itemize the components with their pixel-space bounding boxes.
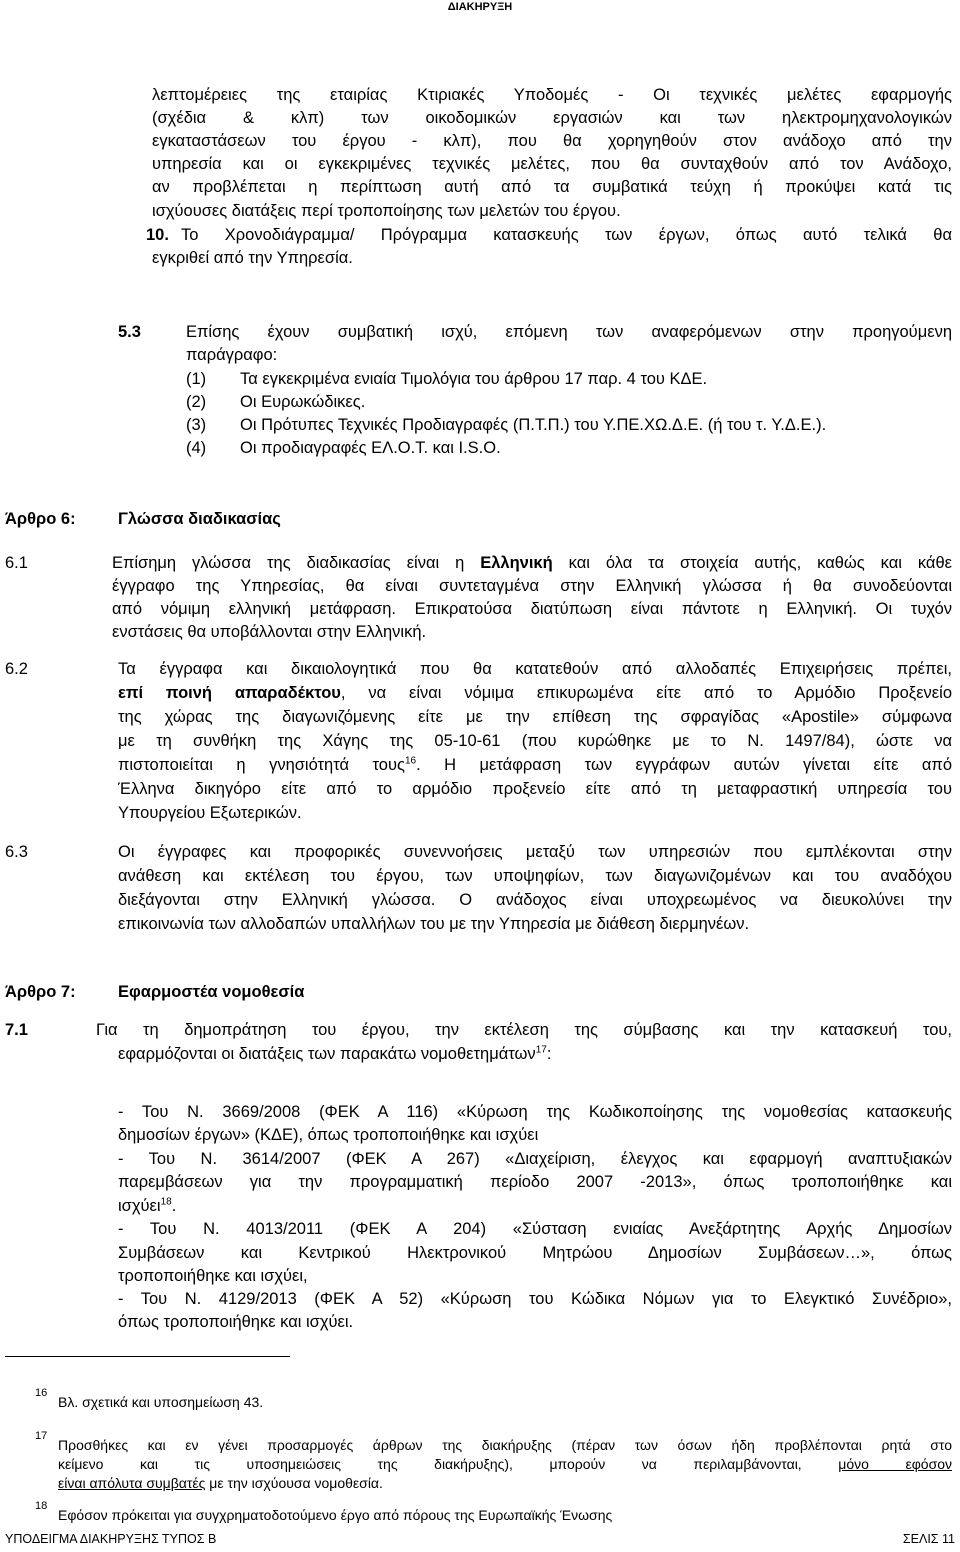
- text-line: (σχέδια & κλπ) των οικοδομικών εργασιών και των ηλεκτρομηχανολογικών: [152, 109, 952, 127]
- text-line: Τα έγγραφα και δικαιολογητικά που θα κατατεθούν από αλλοδαπές Επιχειρήσεις πρέπει,: [118, 660, 952, 678]
- text-line: ανάθεση και εκτέλεση του έργου, των υποψηφίων, των διαγωνιζομένων και του αναδόχου: [118, 867, 952, 885]
- text-line: λεπτομέρειες της εταιρίας Κτιριακές Υποδομές - Οι τεχνικές μελέτες εφαρμογής: [152, 86, 952, 104]
- underlined-text: είναι απόλυτα συμβατές: [58, 1475, 206, 1491]
- footnote-number: 16: [35, 1387, 48, 1399]
- footnote-text: Βλ. σχετικά και υποσημείωση 43.: [58, 1394, 264, 1410]
- text-line: Έλληνα δικηγόρο είτε από το αρμόδιο προξενείο είτε από τη μεταφραστική υπηρεσία του: [118, 780, 952, 798]
- text-line: Για τη δημοπράτηση του έργου, την εκτέλεση της σύμβασης και την κατασκευή του,: [96, 1021, 952, 1039]
- text-line: υπηρεσία και οι εγκεκριμένες τεχνικές μελέτες, που θα συνταχθούν από τον Ανάδοχο,: [152, 155, 952, 173]
- footnote-ref: 18: [160, 1196, 172, 1208]
- footnote-number: 17: [35, 1430, 48, 1442]
- text-line: [118, 754, 952, 777]
- text-line: - Του Ν. 3669/2008 (ΦΕΚ Α 116) «Κύρωση της Κωδικοποίησης της νομοθεσίας κατασκευής: [118, 1103, 952, 1121]
- text-span: ισχύει: [118, 1197, 161, 1215]
- text-line: Συμβάσεων και Κεντρικού Ηλεκτρονικού Μητρώου Δημοσίων Συμβάσεων…», όπως: [118, 1244, 952, 1262]
- text-span: .: [171, 1197, 177, 1215]
- section-number: 6.3: [5, 843, 28, 861]
- text-span: με την ισχύουσα νομοθεσία.: [205, 1475, 383, 1491]
- bold-text: επί ποινή απαραδέκτου: [118, 684, 341, 702]
- text-line: ενστάσεις θα υποβάλλονται στην Ελληνική.: [112, 623, 427, 641]
- footnote-number: 18: [35, 1500, 48, 1512]
- text-line: [118, 1195, 952, 1218]
- footnote-separator: [5, 1356, 290, 1357]
- section-number: 5.3: [118, 323, 141, 341]
- text-line: Οι έγγραφες και προφορικές συνεννοήσεις μεταξύ των υπηρεσιών που εμπλέκονται στην: [118, 843, 952, 861]
- text-line: της χώρας της διαγωνιζόμενης είτε με την επίθεση της σφραγίδας «Apostile» σύμφωνα: [118, 708, 952, 726]
- text-line: επικοινωνία των αλλοδαπών υπαλλήλων του με την Υπηρεσία με διάθεση διερμηνέων.: [118, 915, 750, 933]
- article-7-label: Άρθρο 7:: [5, 983, 76, 1001]
- text-line: Το Χρονοδιάγραμμα/ Πρόγραμμα κατασκευής των έργων, όπως αυτό τελικά θα: [181, 226, 952, 244]
- footnote-text: [58, 1455, 952, 1474]
- footer-left: ΥΠΟΔΕΙΓΜΑ ΔΙΑΚΗΡΥΞΗΣ ΤΥΠΟΣ Β: [5, 1532, 217, 1546]
- text-line: δημοσίων έργων» (ΚΔΕ), όπως τροποποιήθηκε και ισχύει: [118, 1126, 539, 1144]
- text-line: ισχύουσες διατάξεις περί τροποποίησης των μελετών του έργου.: [152, 202, 621, 220]
- text-span: :: [546, 1045, 552, 1063]
- text-span: και όλα τα στοιχεία αυτής, καθώς και κάθε: [552, 554, 952, 572]
- text-line: έγγραφο της Υπηρεσίας, θα είναι συντεταγμένα στην Ελληνική γλώσσα ή θα συνοδεύονται: [112, 577, 952, 595]
- article-7-title: Εφαρμοστέα νομοθεσία: [118, 983, 305, 1001]
- footnote-ref: 17: [535, 1044, 547, 1056]
- text-span: πιστοποιείται η γνησιότητά τους: [118, 756, 405, 774]
- text-span: . Η μετάφραση των εγγράφων αυτών γίνεται είτε από: [416, 756, 952, 774]
- text-line: από νόμιμη ελληνική μετάφραση. Επικρατούσα διατύπωση είναι πάντοτε η Ελληνική. Οι τυχόν: [112, 600, 952, 618]
- text-span: εφαρμόζονται οι διατάξεις των παρακάτω νομοθετημάτων: [118, 1045, 536, 1063]
- page-header: ΔΙΑΚΗΡΥΞΗ: [447, 1, 513, 13]
- item-number: 10.: [146, 226, 169, 244]
- text-line: με τη συνθήκη της Χάγης της 05-10-61 (που κυρώθηκε με το Ν. 1497/84), ώστε να: [118, 732, 952, 750]
- text-line: παράγραφο:: [186, 346, 278, 364]
- text-line: αν προβλέπεται η περίπτωση αυτή από τα συμβατικά τεύχη ή προκύψει κατά τις: [152, 178, 952, 196]
- text-line: τροποποιήθηκε και ισχύει,: [118, 1267, 308, 1285]
- text-span: , να είναι νόμιμα επικυρωμένα είτε από το Αρμόδιο Προξενείο: [340, 684, 953, 702]
- text-line: παρεμβάσεων για την προγραμματική περίοδο 2007 -2013», όπως τροποποιήθηκε και: [118, 1173, 952, 1191]
- text-line: [112, 552, 952, 575]
- text-line: [118, 682, 952, 705]
- list-marker: (4): [186, 439, 207, 457]
- section-number: 7.1: [5, 1021, 28, 1039]
- text-line: εγκαταστάσεων του έργου - κλπ), που θα χορηγηθούν στον ανάδοχο από την: [152, 132, 952, 150]
- text-line: - Του Ν. 4129/2013 (ΦΕΚ Α 52) «Κύρωση του Κώδικα Νόμων για το Ελεγκτικό Συνέδριο»,: [118, 1290, 952, 1308]
- text-line: εγκριθεί από την Υπηρεσία.: [152, 249, 353, 267]
- footnote-ref: 16: [404, 755, 417, 767]
- footnote-text: Προσθήκες και εν γένει προσαρμογές άρθρων της διακήρυξης (πέραν των όσων ήδη προβλέπονται ρητά στο: [58, 1437, 952, 1453]
- article-6-label: Άρθρο 6:: [5, 510, 76, 528]
- page-number: ΣΕΛΙΣ 11: [902, 1532, 955, 1546]
- footnote-text: Εφόσον πρόκειται για συγχρηματοδοτούμενο έργο από πόρους της Ευρωπαϊκής Ένωσης: [58, 1507, 613, 1523]
- underlined-text: μόνο εφόσον: [838, 1456, 952, 1472]
- text-line: - Του Ν. 3614/2007 (ΦΕΚ Α 267) «Διαχείριση, έλεγχος και εφαρμογή αναπτυξιακών: [118, 1150, 952, 1168]
- text-line: - Του Ν. 4013/2011 (ΦΕΚ Α 204) «Σύσταση ενιαίας Ανεξάρτητης Αρχής Δημοσίων: [118, 1220, 952, 1238]
- text-line: διεξάγονται στην Ελληνική γλώσσα. Ο ανάδοχος είναι υποχρεωμένος να διευκολύνει την: [118, 891, 952, 909]
- bold-text: Ελληνική: [480, 554, 553, 572]
- text-line: [118, 1043, 952, 1066]
- list-marker: (2): [186, 393, 207, 411]
- section-number: 6.1: [5, 554, 28, 572]
- text-span: κείμενο και τις υποσημειώσεις της διακήρυξης), μπορούν να περιλαμβάνονται,: [58, 1456, 839, 1472]
- list-text: Οι Ευρωκώδικες.: [240, 393, 366, 411]
- list-text: Οι προδιαγραφές ΕΛ.Ο.Τ. και I.S.O.: [240, 439, 501, 457]
- text-line: Επίσης έχουν συμβατική ισχύ, επόμενη των αναφερόμενων στην προηγούμενη: [186, 323, 952, 341]
- text-line: όπως τροποποιήθηκε και ισχύει.: [118, 1313, 354, 1331]
- article-6-title: Γλώσσα διαδικασίας: [118, 510, 281, 528]
- list-text: Τα εγκεκριμένα ενιαία Τιμολόγια του άρθρου 17 παρ. 4 του ΚΔΕ.: [240, 370, 708, 388]
- text-line: Υπουργείου Εξωτερικών.: [118, 804, 302, 822]
- list-marker: (3): [186, 416, 207, 434]
- list-text: Οι Πρότυπες Τεχνικές Προδιαγραφές (Π.Τ.Π.) του Υ.ΠΕ.ΧΩ.Δ.Ε. (ή του τ. Υ.Δ.Ε.).: [240, 416, 827, 434]
- text-span: Επίσημη γλώσσα της διαδικασίας είναι η: [112, 554, 481, 572]
- section-number: 6.2: [5, 660, 28, 678]
- list-marker: (1): [186, 370, 207, 388]
- footnote-text: [58, 1474, 952, 1493]
